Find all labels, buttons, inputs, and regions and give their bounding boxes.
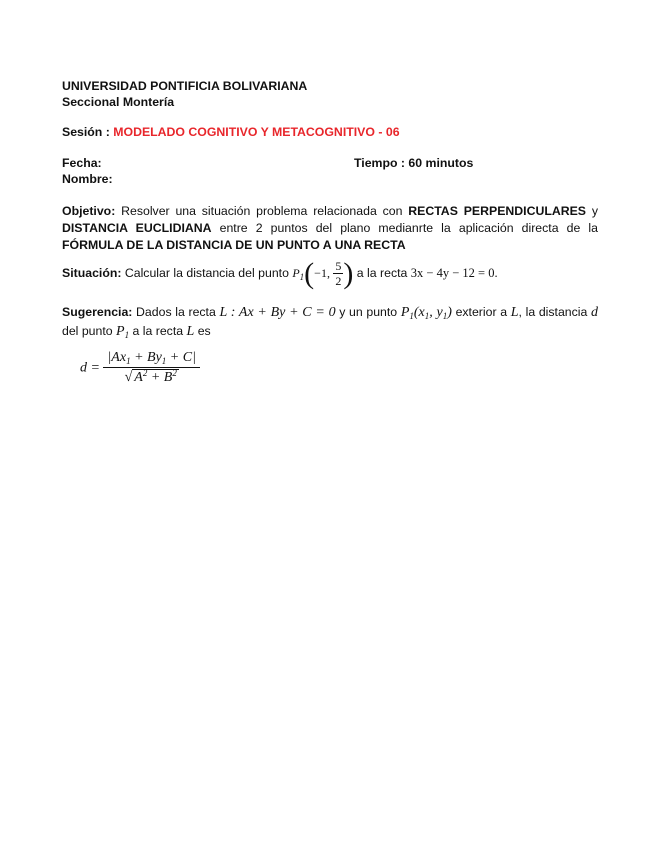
radicand-part: A [134,370,143,385]
general-line-equation: L : Ax + By + C = 0 [219,305,336,320]
close-paren: ) [343,256,354,290]
objective-label: Objetivo: [62,204,116,218]
coord-subscript: 1 [424,311,430,321]
radicand-exponent: 2 [142,368,148,378]
date-label: Fecha: [62,156,102,170]
name-label: Nombre: [62,171,113,186]
formula-denominator [103,368,199,388]
suggestion-label: Sugerencia: [62,305,133,319]
line-equation: 3x − 4y − 12 = 0. [410,266,498,280]
objective-keyword: FÓRMULA DE LA DISTANCIA DE UN PUNTO A UNA RECTA [62,238,406,252]
line-symbol: L [510,305,519,320]
radicand-exponent: 2 [172,368,177,378]
point-p1-coordinates [401,305,452,320]
objective-text: y [586,204,598,218]
suggestion-text: exterior a [451,305,511,319]
fraction-denominator: 2 [335,274,342,289]
point-name: P [400,305,410,320]
coord-subscript: 1 [442,311,448,321]
point-symbol [116,324,129,339]
objective-keyword: DISTANCIA EUCLIDIANA [62,221,212,235]
coord-part: ) [447,305,452,320]
open-paren: ( [304,256,315,290]
university-name: UNIVERSIDAD PONTIFICIA BOLIVARIANA [62,79,308,93]
distance-formula [80,348,200,388]
university-header [62,79,598,110]
sqrt-symbol: √ [124,370,133,385]
point-name: P [116,324,125,339]
campus-name: Seccional Montería [62,94,175,109]
radicand-part: + B [147,370,173,385]
time-label: Tiempo : 60 minutos [354,156,474,170]
formula-lhs: d = [80,360,100,376]
numerator-part: |Ax [107,350,127,365]
coord-part: , y [429,305,443,320]
situation-paragraph [62,258,598,289]
point-name: P [292,266,300,280]
point-subscript: 1 [409,311,414,321]
suggestion-text: y un punto [335,305,401,319]
point-subscript: 1 [124,330,130,340]
objective-keyword: RECTAS PERPENDICULARES [408,204,587,218]
formula-numerator [103,348,199,368]
objective-paragraph [62,203,598,254]
distance-symbol: d [591,305,599,320]
objective-text: Resolver una situación problema relacionada con [115,204,409,218]
situation-text: Calcular la distancia del punto [121,266,293,280]
situation-label: Situación: [62,266,122,280]
sqrt-radicand [132,369,179,385]
objective-text: entre 2 puntos del plano medianrte la aplicación directa de la [211,221,598,235]
suggestion-text: es [194,324,211,338]
point-subscript: 1 [299,272,305,282]
suggestion-text: , la distancia [518,305,592,319]
session-line [62,125,598,141]
suggestion-text: del punto [62,324,117,338]
session-title: MODELADO COGNITIVO Y METACOGNITIVO - 06 [113,125,400,139]
formula-fraction [103,348,199,388]
line-symbol: L [186,324,195,339]
numerator-part: + C| [166,350,196,365]
coord-part: (x [413,305,425,320]
y-fraction [333,259,343,288]
suggestion-paragraph [62,303,598,341]
session-label: Sesión : [62,125,110,139]
point-p1 [292,266,304,280]
suggestion-text: a la recta [129,324,187,338]
fraction-numerator: 5 [335,259,342,274]
meta-block [62,156,598,187]
suggestion-text: Dados la recta [132,305,220,319]
numerator-part: + By [130,350,162,365]
situation-text: a la recta [353,266,411,280]
numerator-subscript: 1 [126,356,131,366]
x-coordinate: −1, [314,266,330,280]
numerator-subscript: 1 [161,356,167,366]
